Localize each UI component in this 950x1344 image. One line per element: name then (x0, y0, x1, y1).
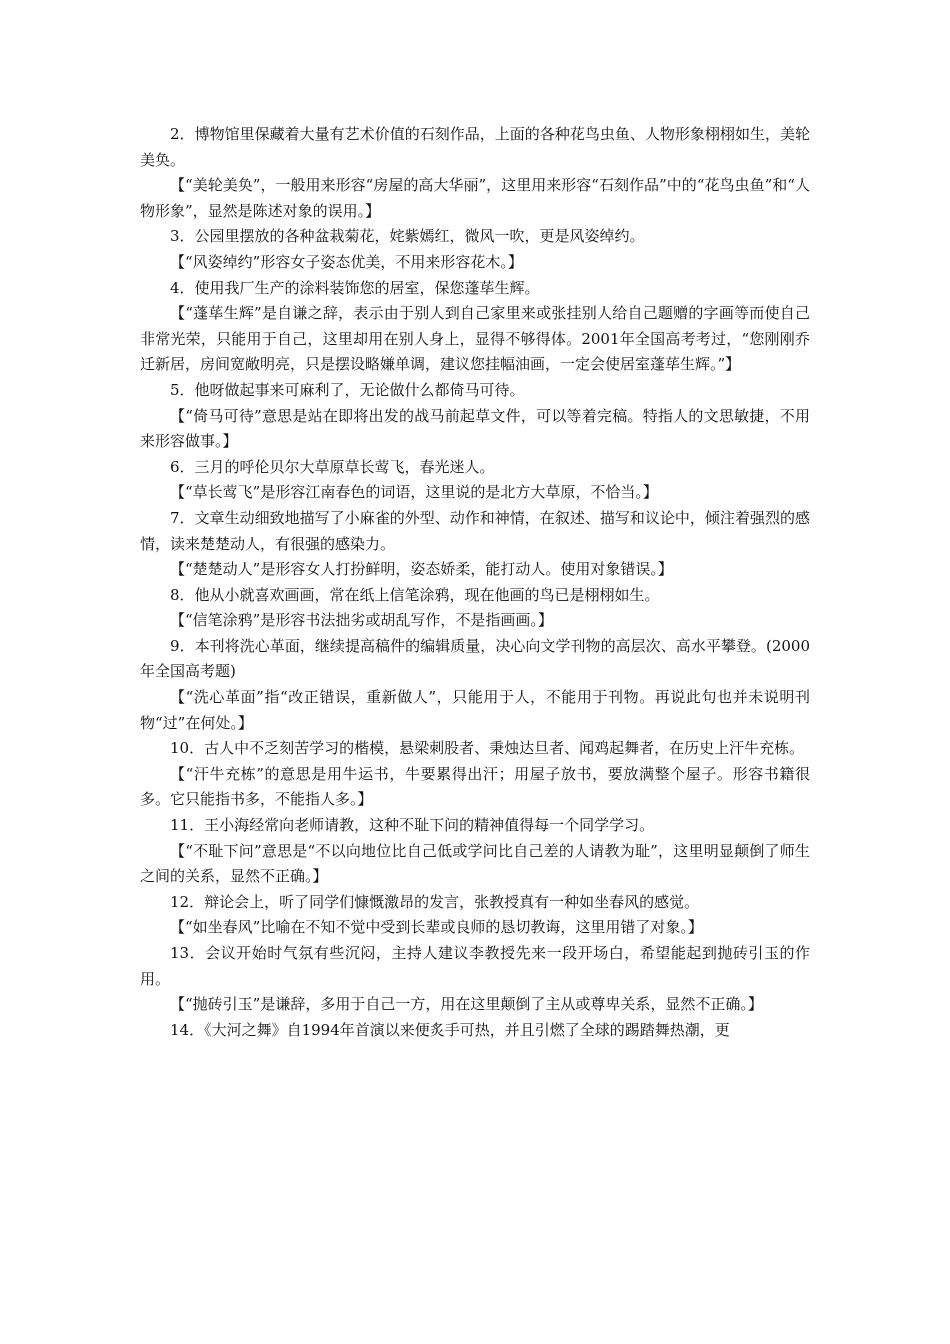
question-11: 11．王小海经常向老师请教，这种不耻下问的精神值得每一个同学学习。 (170, 816, 655, 835)
answer-11: 【“不耻下问”意思是“不以向地位比自己低或学问比自己差的人请教为耻”，这里明显颠倒了师生之间的关系，显然不正确。】 (140, 841, 810, 886)
answer-12: 【“如坐春风”比喻在不知不觉中受到长辈或良师的恳切教诲，这里用错了对象。】 (170, 918, 703, 937)
answer-6: 【“草长莺飞”是形容江南春色的词语，这里说的是北方大草原，不恰当。】 (170, 483, 658, 502)
question-3: 3．公园里摆放的各种盆栽菊花，姹紫嫣红，微风一吹，更是风姿绰约。 (170, 227, 645, 246)
question-10: 10．古人中不乏刻苦学习的楷模，悬梁刺股者、秉烛达旦者、闻鸡起舞者，在历史上汗牛充栋。 (170, 739, 805, 758)
question-12: 12．辩论会上，听了同学们慷慨激昂的发言，张教授真有一种如坐春风的感觉。 (170, 892, 700, 911)
question-5: 5．他呀做起事来可麻利了，无论做什么都倚马可待。 (170, 380, 525, 399)
question-4: 4．使用我厂生产的涂料装饰您的居室，保您蓬荜生辉。 (170, 278, 540, 297)
document-page (140, 122, 810, 1043)
question-6: 6．三月的呼伦贝尔大草原草长莺飞，春光迷人。 (170, 457, 495, 476)
answer-10: 【“汗牛充栋”的意思是用牛运书，牛要累得出汗；用屋子放书，要放满整个屋子。形容书籍很多。它只能指书多，不能指人多。】 (140, 764, 810, 809)
question-9: 9．本刊将洗心革面，继续提高稿件的编辑质量，决心向文学刊物的高层次、高水平攀登。(2000年全国高考题) (140, 636, 810, 681)
question-7: 7．文章生动细致地描写了小麻雀的外型、动作和神情，在叙述、描写和议论中，倾注着强烈的感情，读来楚楚动人，有很强的感染力。 (140, 508, 810, 553)
answer-9: 【“洗心革面”指“改正错误，重新做人”，只能用于人，不能用于刊物。再说此句也并未说明刊物“过”在何处。】 (140, 688, 810, 732)
question-14: 14．《大河之舞》自1994年首演以来便炙手可热，并且引燃了全球的踢踏舞热潮，更 (170, 1020, 730, 1039)
answer-8: 【“信笔涂鸦”是形容书法拙劣或胡乱写作，不是指画画。】 (170, 611, 553, 630)
question-13: 13．会议开始时气氛有些沉闷，主持人建议李教授先来一段开场白，希望能起到抛砖引玉的作用。 (140, 944, 810, 988)
answer-4: 【“蓬荜生辉”是自谦之辞，表示由于别人到自己家里来或张挂别人给自己题赠的字画等而使自己非常光荣，只能用于自己，这里却用在别人身上，显得不够得体。2001年全国高考考过，“您刚刚乔迁新居，房间宽敞明亮，只是摆设略嫌单调，建议您挂幅油画，一定会使居室蓬荜生辉。”】 (140, 304, 810, 374)
question-8: 8．他从小就喜欢画画，常在纸上信笔涂鸦，现在他画的鸟已是栩栩如生。 (170, 585, 660, 604)
answer-13: 【“抛砖引玉”是谦辞，多用于自己一方，用在这里颠倒了主从或尊卑关系，显然不正确。】 (170, 995, 763, 1014)
answer-5: 【“倚马可待”意思是站在即将出发的战马前起草文件，可以等着完稿。特指人的文思敏捷，不用来形容做事。】 (140, 406, 810, 451)
answer-2: 【“美轮美奂”，一般用来形容“房屋的高大华丽”，这里用来形容“石刻作品”中的“花鸟虫鱼”和“人物形象”，显然是陈述对象的误用。】 (140, 176, 810, 220)
answer-3: 【“风姿绰约”形容女子姿态优美，不用来形容花木。】 (170, 252, 523, 271)
question-2: 2．博物馆里保藏着大量有艺术价值的石刻作品，上面的各种花鸟虫鱼、人物形象栩栩如生，美轮美奂。 (140, 125, 810, 169)
answer-7: 【“楚楚动人”是形容女人打扮鲜明，姿态娇柔，能打动人。使用对象错误。】 (170, 560, 673, 579)
